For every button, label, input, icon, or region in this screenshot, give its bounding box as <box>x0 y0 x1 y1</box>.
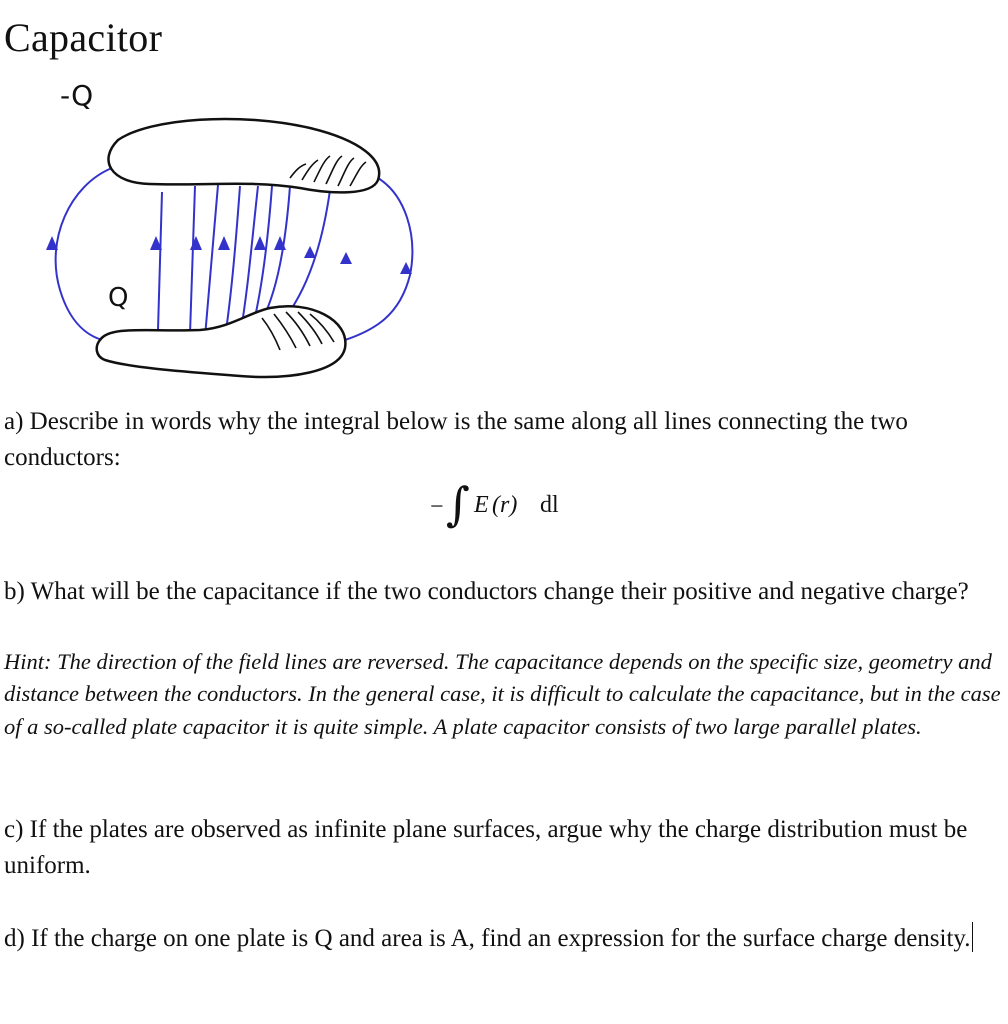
formula-function: E <box>474 492 489 518</box>
bottom-plate-charge-label: Q <box>108 283 129 313</box>
top-plate-charge-label: -Q <box>60 79 94 112</box>
page-title: Capacitor <box>4 15 163 60</box>
formula-differential: dl <box>540 492 559 518</box>
field-line-arrows <box>46 236 412 274</box>
formula-argument: (r) <box>492 492 518 518</box>
top-conductor-plate <box>108 119 379 192</box>
formula-minus: − <box>430 494 444 520</box>
question-d-text: d) If the charge on one plate is Q and area is A, find an expression for the surface charge density. <box>4 925 971 952</box>
question-a: a) Describe in words why the integral below is the same along all lines connecting the two conductors: <box>4 408 908 471</box>
text-cursor <box>972 922 974 952</box>
field-lines <box>56 168 413 342</box>
question-d[interactable] <box>4 921 1004 957</box>
capacitor-diagram <box>0 72 430 392</box>
question-b-hint: Hint: The direction of the field lines are reversed. The capacitance depends on the specific size, geometry and distance between the conductors. In the general case, it is difficult to calculate the capacitance, but in the case of a so-called plate capacitor it is quite simple. A plate capacitor consists of two large parallel plates. <box>4 649 1001 739</box>
question-c: c) If the plates are observed as infinite plane surfaces, argue why the charge distribution must be uniform. <box>4 816 968 879</box>
integral-sign: ∫ <box>446 477 470 531</box>
question-b: b) What will be the capacitance if the two conductors change their positive and negative charge? <box>4 578 969 605</box>
line-integral-formula <box>430 470 590 540</box>
